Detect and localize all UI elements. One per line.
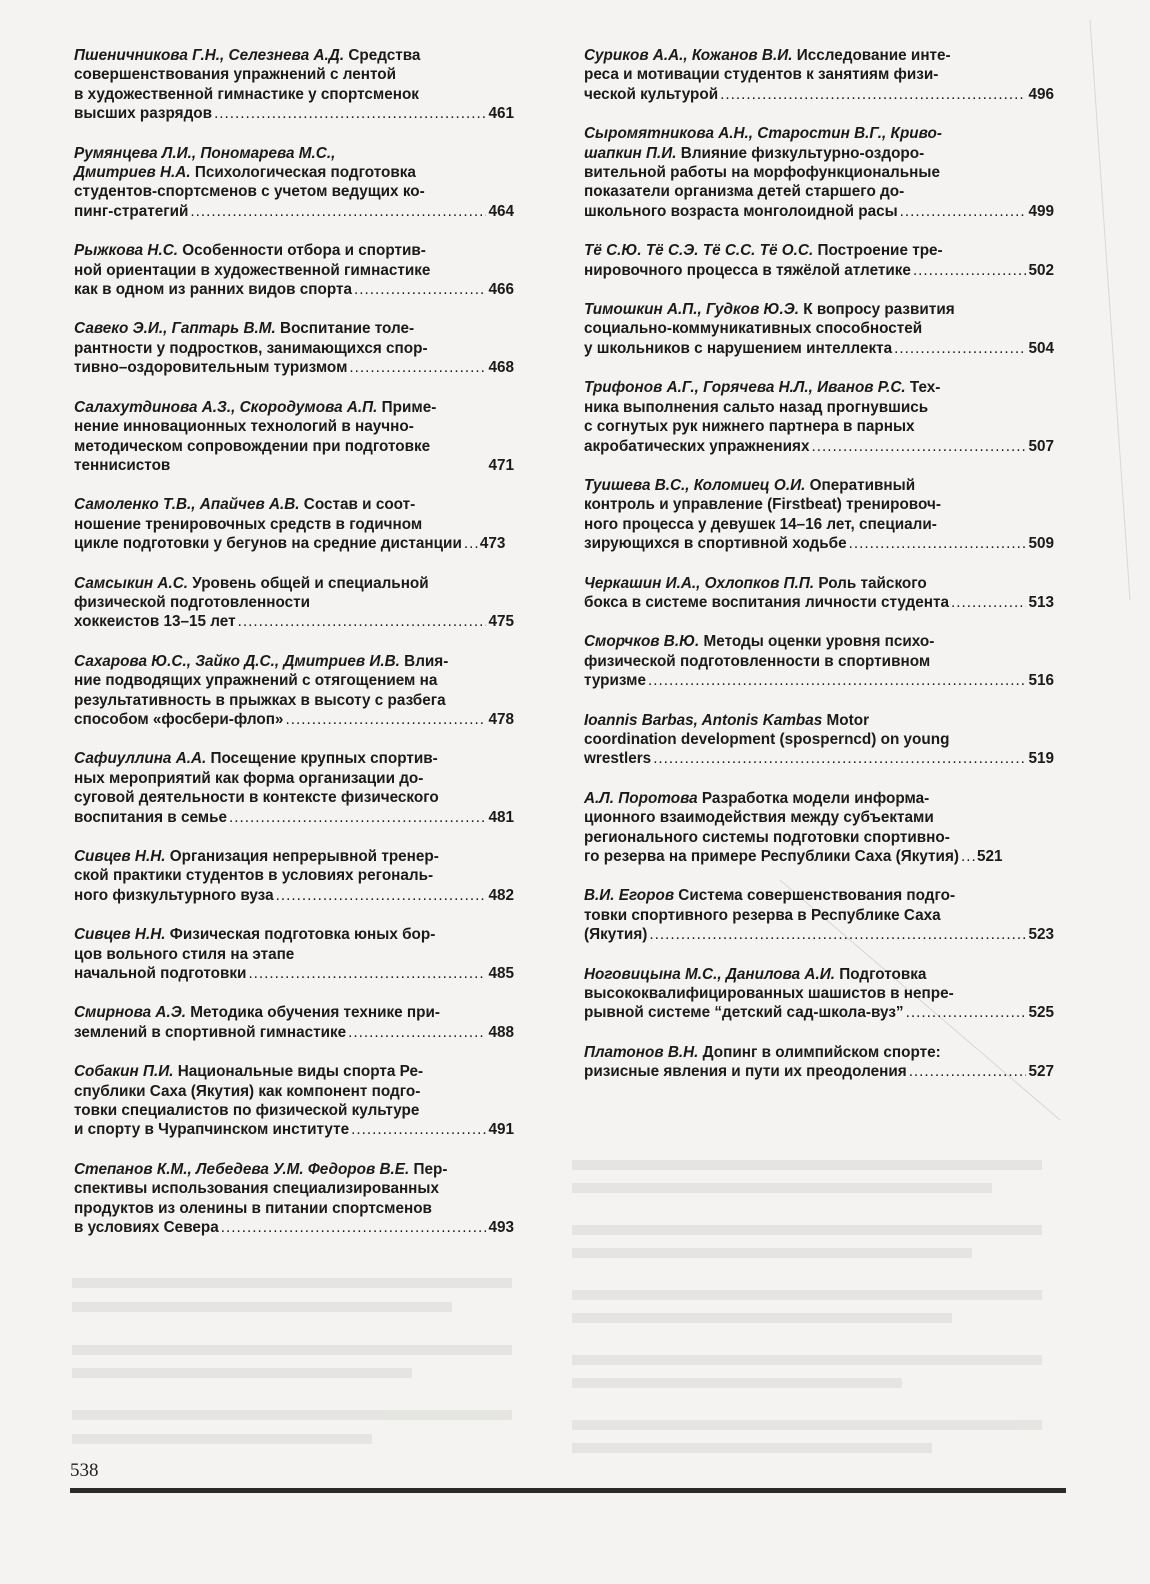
toc-entry [584, 632, 1054, 690]
toc-entry-line [74, 1179, 514, 1198]
toc-entry-line [584, 906, 1054, 925]
toc-entry-line [584, 46, 1054, 65]
toc-entry-authors: Трифонов А.Г., Горячева Н.Л., Иванов Р.С. [584, 379, 906, 397]
toc-entry-last-line [584, 925, 1054, 944]
toc-entry-title-text: Организация непрерывной тренер- [165, 848, 439, 865]
toc-entry-line [74, 925, 514, 944]
toc-entry-authors: Савеко Э.И., Гаптарь В.М. [74, 320, 276, 338]
toc-entry-last-line [584, 749, 1054, 768]
toc-entry-line [74, 437, 514, 456]
toc-entry-last-line [74, 612, 514, 631]
toc-entry [74, 46, 514, 124]
toc-entry-last-line [74, 456, 514, 475]
toc-entry-title-text: Влияние физкультурно-оздоро- [676, 144, 925, 162]
toc-entry-line [74, 691, 514, 710]
toc-entry-last-line [74, 1218, 514, 1237]
toc-entry-page-number: 525 [1028, 1004, 1054, 1022]
toc-entry-line [584, 789, 1054, 808]
dot-leader [900, 202, 1027, 221]
dot-leader [894, 339, 1026, 358]
toc-entry-last-line [74, 104, 514, 123]
toc-entry-page-number: 507 [1028, 437, 1054, 455]
toc-entry-authors: В.И. Егоров [584, 887, 675, 905]
toc-entry-title-text: физической подготовленности в спортивном [584, 652, 931, 670]
toc-entry-authors: Дмитриев Н.А. [74, 164, 191, 182]
toc-entry-authors: Черкашин И.А., Охлопков П.П. [584, 574, 815, 592]
toc-entry [584, 46, 1054, 104]
toc-entry-title-text: и спорту в Чурапчинском институте [74, 1121, 350, 1139]
toc-entry-title-text: спублики Саха (Якутия) как компонент подго- [74, 1082, 421, 1100]
toc-entry [74, 319, 514, 377]
toc-entry-authors: А.Л. Поротова [584, 789, 698, 807]
toc-entry-line [74, 85, 514, 104]
toc-entry-line [74, 652, 514, 671]
toc-entry-line [74, 515, 514, 534]
toc-entry-title-text: ской практики студентов в условиях регональ- [74, 867, 434, 885]
toc-entry-authors: Сыромятникова А.Н., Старостин В.Г., Криво- [584, 125, 942, 143]
toc-entry-title-text: Уровень общей и специальной [188, 574, 429, 592]
toc-entry-authors: Смирнова А.Э. [74, 1004, 186, 1022]
toc-entry-line [584, 574, 1054, 593]
toc-entry-line [74, 1199, 514, 1218]
toc-entry-title-text: теннисистов [74, 456, 171, 474]
toc-entry-page-number: 496 [1028, 85, 1054, 103]
toc-entry-line [584, 984, 1054, 1003]
toc-entry-title-text: социально-коммуникативных способностей [584, 320, 923, 338]
toc-entry-title-text: продуктов из оленины в питании спортсменов [74, 1199, 432, 1217]
toc-left-column [74, 46, 514, 1258]
toc-entry-title-text: coordination development (sposperncd) on young [584, 730, 950, 748]
toc-entry-title-text: wrestlers [584, 750, 652, 768]
toc-entry-line [74, 1101, 514, 1120]
dot-leader [349, 358, 486, 377]
toc-entry-line [584, 652, 1054, 671]
toc-entry-title-text: в условиях Севера [74, 1219, 219, 1237]
toc-entry-last-line [584, 202, 1054, 221]
toc-entry-page-number: 485 [488, 965, 514, 983]
toc-entry-line [584, 319, 1054, 338]
dot-leader [961, 847, 975, 866]
toc-entry [584, 574, 1054, 613]
dot-leader [648, 671, 1026, 690]
toc-entry-last-line [74, 1023, 514, 1042]
toc-entry [584, 124, 1054, 221]
toc-entry-title-text: совершенствования упражнений с лентой [74, 66, 397, 84]
toc-entry [74, 652, 514, 730]
toc-entry-authors: Сморчков В.Ю. [584, 633, 700, 651]
toc-entry-last-line [74, 710, 514, 729]
toc-entry-line [74, 163, 514, 182]
toc-entry-title-text: регионального системы подготовки спортивно- [584, 828, 950, 846]
toc-entry-title-text: Методика обучения технике при- [185, 1004, 440, 1022]
toc-entry-line [74, 182, 514, 201]
toc-entry-line [584, 828, 1054, 847]
toc-entry-authors: шапкин П.И. [584, 144, 677, 162]
toc-entry-title-text: Роль тайского [814, 574, 927, 592]
toc-entry-title-text: физической подготовленности [74, 593, 311, 611]
toc-entry-title-text: реса и мотивации студентов к занятиям физи- [584, 66, 939, 84]
toc-entry-line [74, 574, 514, 593]
toc-entry-page-number: 509 [1028, 535, 1054, 553]
toc-entry-page-number: 488 [488, 1023, 514, 1041]
toc-entry-last-line [74, 1120, 514, 1139]
toc-entry-line [584, 632, 1054, 651]
toc-entry-page-number: 464 [488, 202, 514, 220]
toc-entry-authors: Салахутдинова А.З., Скородумова А.П. [74, 398, 378, 416]
toc-entry-authors: Тимошкин А.П., Гудков Ю.Э. [584, 301, 799, 319]
toc-entry-authors: Собакин П.И. [74, 1063, 174, 1081]
toc-entry-title-text: Воспитание толе- [275, 320, 415, 338]
toc-entry-authors: Самсыкин А.С. [74, 574, 189, 592]
toc-entry [74, 1062, 514, 1140]
toc-entry-line [74, 65, 514, 84]
toc-entry-line [74, 261, 514, 280]
toc-entry-line [584, 515, 1054, 534]
toc-entry-title-text: товки специалистов по физической культуре [74, 1102, 420, 1120]
toc-entry-page-number: 527 [1028, 1063, 1054, 1081]
toc-entry-line [74, 945, 514, 964]
toc-entry-last-line [584, 593, 1054, 612]
toc-entry-line [74, 144, 514, 163]
dot-leader [190, 202, 486, 221]
toc-entry-line [584, 378, 1054, 397]
toc-entry-title-text: туризме [584, 672, 646, 690]
toc-entry-page-number: 475 [488, 613, 514, 631]
dot-leader [909, 1062, 1027, 1081]
toc-entry-title-text: Пер- [409, 1160, 448, 1178]
toc-entry-last-line [74, 534, 514, 553]
toc-entry-line [74, 319, 514, 338]
toc-entry-title-text: Разработка модели информа- [697, 789, 930, 807]
toc-entry-title-text: ного физкультурного вуза [74, 886, 274, 904]
dot-leader [348, 1023, 486, 1042]
toc-entry-last-line [584, 1062, 1054, 1081]
toc-entry-line [584, 300, 1054, 319]
footer-rule [70, 1488, 1066, 1493]
toc-entry-title-text: (Якутия) [584, 926, 648, 944]
toc-entry-line [74, 495, 514, 514]
toc-entry [74, 144, 514, 222]
toc-entry-page-number: 513 [1028, 593, 1054, 611]
toc-entry [584, 241, 1054, 280]
toc-entry-page-number: 471 [488, 456, 514, 474]
toc-entry-last-line [584, 671, 1054, 690]
toc-entry-last-line [584, 534, 1054, 553]
toc-entry-line [584, 182, 1054, 201]
dot-leader [214, 104, 486, 123]
toc-entry-title-text: студентов-спортсменов с учетом ведущих ко- [74, 183, 425, 201]
toc-entry-last-line [584, 261, 1054, 280]
toc-entry [584, 1043, 1054, 1082]
toc-entry [584, 711, 1054, 769]
toc-entry-title-text: Состав и соот- [299, 496, 416, 514]
dot-leader [811, 437, 1026, 456]
toc-entry-title-text: Допинг в олимпийском спорте: [698, 1043, 941, 1061]
toc-entry-line [584, 886, 1054, 905]
toc-entry-authors: Ioannis Barbas, Antonis Kambas [584, 711, 823, 729]
toc-entry-title-text: школьного возраста монголоидной расы [584, 202, 898, 220]
toc-entry-title-text: Построение тре- [813, 242, 943, 260]
toc-entry-title-text: Физическая подготовка юных бор- [165, 926, 436, 944]
toc-entry-title-text: высококвалифицированных шашистов в непре- [584, 985, 954, 1003]
toc-entry [74, 847, 514, 905]
toc-entry-page-number: 519 [1028, 750, 1054, 768]
toc-entry-line [584, 730, 1054, 749]
toc-entry-page-number: 482 [488, 886, 514, 904]
toc-entry-page-number: 499 [1028, 202, 1054, 220]
toc-entry-title-text: землений в спортивной гимнастике [74, 1023, 347, 1041]
toc-entry-page-number: 478 [488, 710, 514, 728]
toc-entry-page-number: 481 [488, 808, 514, 826]
toc-entry-line [74, 46, 514, 65]
toc-entry-title-text: ческой культурой [584, 85, 719, 103]
toc-entry-title-text: хоккеистов 13–15 лет [74, 613, 236, 631]
toc-entry [584, 300, 1054, 358]
toc-entry-title-text: цикле подготовки у бегунов на средние дистанции [74, 535, 462, 553]
toc-entry [584, 965, 1054, 1023]
toc-entry-last-line [74, 886, 514, 905]
toc-entry-page-number: 523 [1028, 926, 1054, 944]
dot-leader [849, 534, 1027, 553]
toc-entry-page-number: 521 [976, 848, 1003, 865]
toc-entry-line [74, 788, 514, 807]
toc-entry-page-number: 493 [488, 1219, 514, 1237]
toc-entry-authors: Сивцев Н.Н. [74, 848, 166, 865]
toc-entry-line [74, 1062, 514, 1081]
toc-entry-last-line [74, 280, 514, 299]
toc-entry-title-text: К вопросу развития [799, 301, 955, 319]
toc-entry-line [584, 808, 1054, 827]
toc-entry-line [584, 241, 1054, 260]
toc-entry-line [74, 1003, 514, 1022]
toc-entry-page-number: 502 [1028, 261, 1054, 279]
toc-entry-title-text: рантности у подростков, занимающихся спор- [74, 339, 428, 357]
dot-leader [913, 261, 1027, 280]
toc-entry-line [74, 671, 514, 690]
toc-entry-line [74, 1160, 514, 1179]
toc-entry-last-line [74, 964, 514, 983]
toc-entry-line [74, 241, 514, 260]
toc-entry-page-number: 491 [488, 1121, 514, 1139]
toc-entry-page-number: 466 [488, 281, 514, 299]
toc-entry-authors: Румянцева Л.И., Пономарева М.С., [74, 144, 336, 162]
toc-entry [74, 749, 514, 827]
toc-entry-line [74, 593, 514, 612]
toc-entry-page-number: 468 [488, 359, 514, 377]
toc-entry-title-text: Методы оценки уровня психо- [699, 633, 935, 651]
toc-entry-title-text: ных мероприятий как форма организации до- [74, 769, 424, 787]
toc-entry-line [74, 847, 514, 866]
toc-entry-title-text: го резерва на примере Республики Саха (Якутия) [584, 848, 959, 865]
toc-entry-line [584, 965, 1054, 984]
dot-leader [351, 1120, 486, 1139]
toc-entry-line [584, 124, 1054, 143]
toc-entry-title-text: рывной системе “детский сад-школа-вуз” [584, 1004, 904, 1022]
dot-leader [906, 1003, 1027, 1022]
toc-entry-title-text: Тех- [905, 379, 941, 397]
toc-entry-title-text: Система совершенствования подго- [674, 887, 956, 905]
toc-entry-title-text: товки спортивного резерва в Республике Саха [584, 906, 941, 924]
toc-entry-line [584, 417, 1054, 436]
toc-entry-title-text: суговой деятельности в контексте физического [74, 789, 439, 807]
toc-entry-authors: Тё С.Ю. Тё С.Э. Тё С.С. Тё О.С. [584, 242, 814, 260]
toc-entry-authors: Самоленко Т.В., Апайчев А.В. [74, 496, 300, 514]
toc-entry-authors: Туишева В.С., Коломиец О.И. [584, 476, 806, 494]
toc-entry-page-number: 516 [1028, 672, 1054, 690]
toc-entry-title-text: Психологическая подготовка [190, 164, 416, 182]
toc-entry-title-text: у школьников с нарушением интеллекта [584, 339, 893, 357]
toc-entry-title-text: с согнутых рук нижнего партнера в парных [584, 418, 915, 436]
toc-entry-authors: Ноговицына М.С., Данилова А.И. [584, 965, 835, 983]
toc-entry-line [74, 398, 514, 417]
toc-entry-title-text: ризисные явления и пути их преодоления [584, 1063, 907, 1081]
toc-entry-line [584, 1043, 1054, 1062]
toc-entry-title-text: начальной подготовки [74, 965, 247, 983]
toc-entry-line [74, 749, 514, 768]
dot-leader [720, 85, 1026, 104]
toc-entry-title-text: Исследование инте- [792, 47, 951, 64]
toc-entry-title-text: Национальные виды спорта Ре- [173, 1063, 424, 1081]
toc-entry-title-text: ние подводящих упражнений с отягощением на [74, 672, 438, 690]
toc-entry-line [584, 398, 1054, 417]
toc-entry-last-line [584, 1003, 1054, 1022]
toc-entry-line [74, 1082, 514, 1101]
toc-entry-authors: Пшеничникова Г.Н., Селезнева А.Д. [74, 47, 345, 64]
toc-entry-title-text: ношение тренировочных средств в годичном [74, 515, 423, 533]
toc-entry-last-line [584, 339, 1054, 358]
toc-entry-title-text: результативность в прыжках в высоту с разбега [74, 691, 446, 709]
toc-entry-authors: Платонов В.Н. [584, 1043, 699, 1061]
toc-entry-title-text: вительной работы на морфофункциональные [584, 164, 940, 182]
toc-entry-line [584, 495, 1054, 514]
dot-leader [238, 612, 487, 631]
toc-entry-title-text: акробатических упражнениях [584, 437, 810, 455]
toc-entry-title-text: ционного взаимодействия между субъектами [584, 809, 934, 827]
toc-entry-authors: Сивцев Н.Н. [74, 926, 166, 944]
toc-entry-last-line [74, 202, 514, 221]
toc-entry-title-text: способом «фосбери-флоп» [74, 710, 284, 728]
toc-entry-last-line [74, 808, 514, 827]
toc-entry-line [584, 65, 1054, 84]
toc-entry-line [584, 711, 1054, 730]
toc-entry-line [74, 769, 514, 788]
toc-entry-title-text: высших разрядов [74, 105, 213, 123]
toc-entry-title-text: методическом сопровождении при подготовке [74, 437, 431, 455]
toc-entry-page-number: 461 [488, 105, 514, 123]
toc-entry [584, 886, 1054, 944]
toc-entry-title-text: тивно–оздоровительным туризмом [74, 359, 348, 377]
dot-leader [649, 925, 1026, 944]
toc-entry-title-text: ника выполнения сальто назад прогнувшись [584, 398, 929, 416]
toc-entry-line [584, 163, 1054, 182]
page-number: 538 [70, 1460, 99, 1481]
toc-entry-last-line [584, 847, 1054, 866]
toc-entry-title-text: цов вольного стиля на этапе [74, 945, 295, 963]
toc-entry-title-text: как в одном из ранних видов спорта [74, 281, 353, 299]
toc-entry-title-text: зирующихся в спортивной ходьбе [584, 535, 847, 553]
toc-entry-last-line [584, 437, 1054, 456]
toc-entry-title-text: Особенности отбора и спортив- [178, 242, 426, 260]
toc-entry-authors: Сафиуллина А.А. [74, 750, 207, 768]
toc-entry [74, 1003, 514, 1042]
toc-entry-title-text: нение инновационных технологий в научно- [74, 418, 414, 436]
dot-leader [285, 710, 486, 729]
toc-entry [74, 1160, 514, 1238]
toc-entry-page-number: 504 [1028, 339, 1054, 357]
toc-entry [74, 495, 514, 553]
toc-entry-title-text: Оперативный [805, 476, 916, 494]
toc-entry-authors: Рыжкова Н.С. [74, 242, 179, 260]
toc-entry-title-text: Motor [822, 711, 870, 729]
toc-entry-title-text: в художественной гимнастике у спортсменок [74, 85, 419, 103]
dot-leader [354, 280, 486, 299]
toc-entry-title-text: показатели организма детей старшего до- [584, 183, 905, 201]
toc-right-column [584, 46, 1054, 1102]
dot-leader [276, 886, 487, 905]
toc-entry-title-text: контроль и управление (Firstbeat) тренировоч- [584, 496, 941, 514]
dot-leader [464, 534, 478, 553]
toc-entry-title-text: ной ориентации в художественной гимнастике [74, 261, 431, 279]
toc-entry-title-text: ного процесса у девушек 14–16 лет, специали- [584, 515, 937, 533]
toc-entry-last-line [74, 358, 514, 377]
toc-entry-page-number: 473 [479, 535, 506, 553]
toc-entry-title-text: воспитания в семье [74, 808, 228, 826]
dot-leader [221, 1218, 487, 1237]
toc-entry-line [584, 476, 1054, 495]
toc-entry [74, 925, 514, 983]
toc-entry [584, 476, 1054, 554]
dot-leader [248, 964, 486, 983]
toc-entry-last-line [584, 85, 1054, 104]
toc-entry-title-text: спективы использования специализированных [74, 1180, 439, 1198]
toc-entry [74, 241, 514, 299]
toc-entry-authors: Степанов К.М., Лебедева У.М. Федоров В.Е. [74, 1160, 410, 1178]
toc-entry-title-text: Приме- [377, 398, 437, 416]
toc-entry-line [74, 417, 514, 436]
toc-entry-title-text: бокса в системе воспитания личности студента [584, 593, 949, 611]
dot-leader [951, 593, 1027, 612]
toc-entry-line [74, 339, 514, 358]
dot-leader [229, 808, 486, 827]
toc-entry-title-text: Влия- [399, 652, 449, 670]
toc-entry [584, 789, 1054, 867]
toc-entry-title-text: Средства [344, 47, 421, 64]
toc-entry-title-text: пинг-стратегий [74, 202, 189, 220]
toc-entry-line [74, 866, 514, 885]
toc-entry [74, 574, 514, 632]
toc-entry-title-text: Подготовка [834, 965, 927, 983]
toc-entry-authors: Сахарова Ю.С., Зайко Д.С., Дмитриев И.В. [74, 652, 400, 670]
dot-leader [653, 749, 1026, 768]
toc-entry-title-text: Посещение крупных спортив- [206, 750, 438, 768]
toc-entry [74, 398, 514, 476]
toc-entry-title-text: нировочного процесса в тяжёлой атлетике [584, 261, 911, 279]
toc-entry-authors: Суриков А.А., Кожанов В.И. [584, 47, 793, 64]
toc-entry [584, 378, 1054, 456]
toc-entry-line [584, 144, 1054, 163]
